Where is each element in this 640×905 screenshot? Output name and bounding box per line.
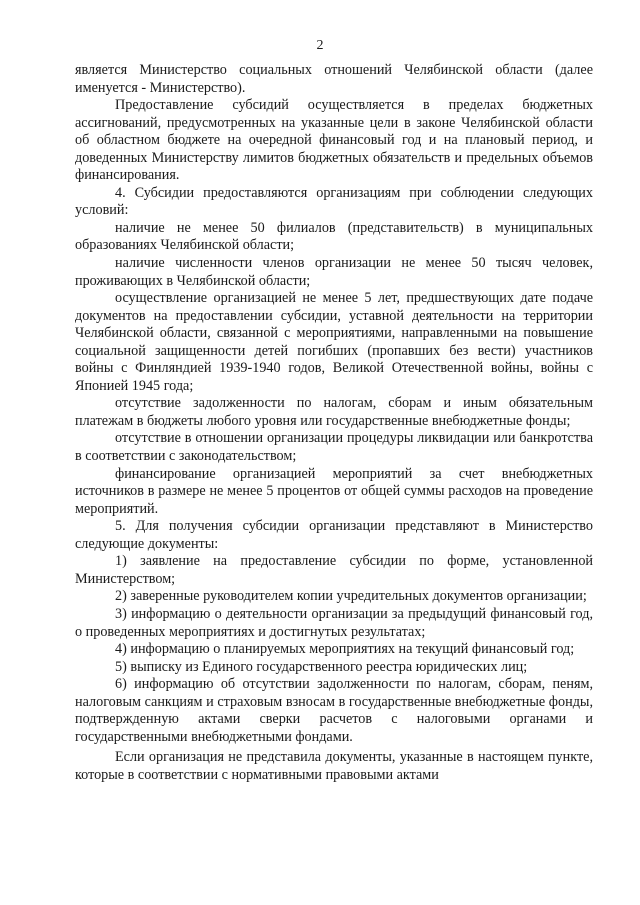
paragraph: наличие не менее 50 филиалов (представительств) в муниципальных образованиях Челябинской области; <box>75 219 593 254</box>
paragraph: 5) выписку из Единого государственного реестра юридических лиц; <box>115 658 528 675</box>
paragraph: 4. Субсидии предоставляются организациям при соблюдении следующих условий: <box>75 184 593 219</box>
paragraph: отсутствие задолженности по налогам, сборам и иным обязательным платежам в бюджеты любого уровня или государственные внебюджетные фонды; <box>75 395 593 429</box>
paragraph: 2) заверенные руководителем копии учредительных документов организации; <box>115 588 587 605</box>
paragraph: Если организация не представила документы, указанные в настоящем пункте, которые в соответствии с нормативными правовыми актами <box>75 749 593 783</box>
paragraph: осуществление организацией не менее 5 лет, предшествующих дате подаче документов на предоставлении субсидии, уставной деятельности на территории Челябинской области, связанной с мероприятиями, направленными на повышение социальной защищенности детей погибших (пропавших без вести) участников войны с Финляндией 1939-1940 годов, Великой Отечественной войны, войны с Японией 1945 года; <box>75 290 593 394</box>
paragraph: отсутствие в отношении организации процедуры ликвидации или банкротства в соответствии с законодательством; <box>75 430 593 465</box>
paragraph: 5. Для получения субсидии организации представляют в Министерство следующие документы: <box>75 518 593 552</box>
paragraph: Предоставление субсидий осуществляется в пределах бюджетных ассигнований, предусмотренных на указанные цели в законе Челябинской области об областном бюджете на очередной финансовый год и на плановый период, и доведенных Министерству лимитов бюджетных обязательств и предельных объемов финансирования. <box>75 97 593 184</box>
document-body <box>75 62 593 784</box>
page-number: 2 <box>316 38 324 53</box>
paragraph: 3) информацию о деятельности организации за предыдущий финансовый год, о проведенных мероприятиях и достигнутых результатах; <box>75 605 593 640</box>
paragraph: является Министерство социальных отношений Челябинской области (далее именуется - Министерство). <box>75 62 593 96</box>
paragraph: 6) информацию об отсутствии задолженности по налогам, сборам, пеням, налоговым санкциям и страховым взносам в государственные внебюджетные фонды, подтвержденную актами сверки расчетов с налоговыми органами и государственными внебюджетными фондами. <box>75 676 593 745</box>
paragraph: наличие численности членов организации не менее 50 тысяч человек, проживающих в Челябинской области; <box>75 255 593 289</box>
paragraph: 4) информацию о планируемых мероприятиях на текущий финансовый год; <box>115 641 575 658</box>
paragraph: финансирование организацией мероприятий за счет внебюджетных источников в размере не менее 5 процентов от общей суммы расходов на проведение мероприятий. <box>75 465 593 517</box>
paragraph: 1) заявление на предоставление субсидии по форме, установленной Министерством; <box>75 553 593 587</box>
